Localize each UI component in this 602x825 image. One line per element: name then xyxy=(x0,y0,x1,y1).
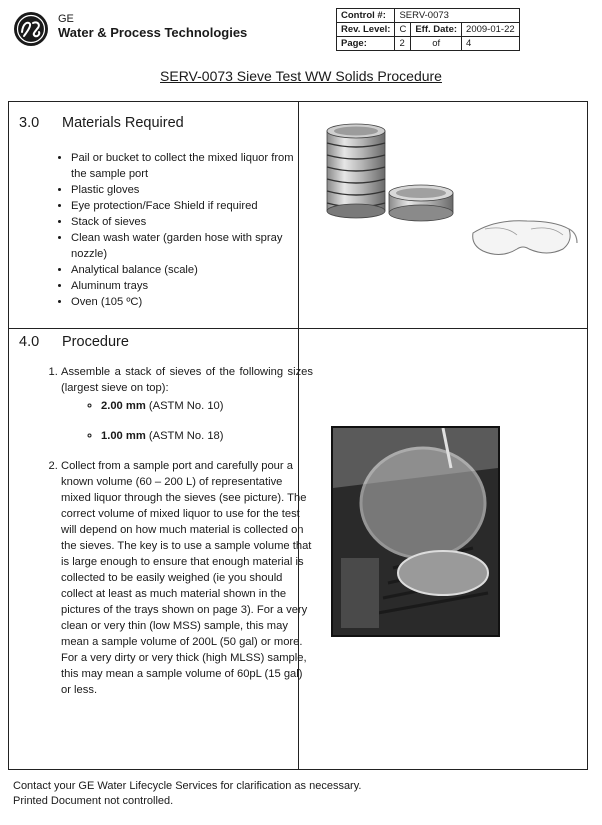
procedure-heading xyxy=(19,334,129,350)
procedure-step-2 xyxy=(61,458,313,698)
control-value: SERV-0073 xyxy=(395,9,519,23)
company-short: GE xyxy=(58,13,74,25)
list-item: • Pail or bucket to collect the mixed liquor from the sample port xyxy=(71,150,296,182)
company-division: Water & Process Technologies xyxy=(58,25,248,40)
list-item xyxy=(101,398,313,414)
step-2-text: 2. Collect from a sample port and carefully pour a known volume (60 – 200 L) of representative mixed liquor through the sieves (see picture). The correct volume of mixed liquor to use for the test will depend on how much material is collected on the sieves. The key is to use a sample volume that is large enough to ensure that enough material is collected to be easily weighed (ie you should collect at least as much material shown in the pictures of the trays shown on page 3). For a very clean or very thin (low MSS) sample, this may mean a sample volume of 200L (50 gal) or more. For a very dirty or very thick (high MLSS) sample, this may mean a sample volume of 60pL (15 gal) or less. xyxy=(61,460,312,696)
page-label: Page: xyxy=(337,37,395,51)
step-1-text: 1. Assemble a stack of sieves of the following sizes (largest sieve on top): xyxy=(61,366,313,394)
content-grid xyxy=(8,101,588,770)
page-total: 4 xyxy=(462,37,520,51)
astm-number: (ASTM No. 10) xyxy=(148,400,224,412)
materials-list xyxy=(49,150,296,310)
rev-value: C xyxy=(395,23,411,37)
list-item: • Eye protection/Face Shield if required xyxy=(71,198,296,214)
astm-number: (ASTM No. 18) xyxy=(148,430,224,442)
page-number: 2 xyxy=(395,37,411,51)
list-item: • Analytical balance (scale) xyxy=(71,262,296,278)
materials-title: Materials Required xyxy=(62,115,184,131)
page-of: of xyxy=(411,37,462,51)
footer-contact: Contact your GE Water Lifecycle Services for clarification as necessary. xyxy=(13,780,362,792)
sieve-size: 1.00 mm xyxy=(101,430,146,442)
list-item xyxy=(101,428,313,444)
list-item: • Stack of sieves xyxy=(71,214,296,230)
eff-value: 2009-01-22 xyxy=(462,23,520,37)
ge-logo-icon xyxy=(13,11,49,47)
footer-disclaimer: Printed Document not controlled. xyxy=(13,795,174,807)
sieve-stack-image xyxy=(315,121,465,231)
eff-label: Eff. Date: xyxy=(411,23,462,37)
list-item: • Aluminum trays xyxy=(71,278,296,294)
company-name xyxy=(58,12,247,40)
list-item: • Clean wash water (garden hose with spray nozzle) xyxy=(71,230,296,262)
materials-heading xyxy=(19,115,184,131)
control-table xyxy=(336,8,520,51)
document-title-wrap xyxy=(0,68,602,84)
list-item: • Oven (105 ºC) xyxy=(71,294,296,310)
procedure-steps xyxy=(39,364,313,712)
sieve-size: 2.00 mm xyxy=(101,400,146,412)
materials-number: 3.0 xyxy=(19,115,40,131)
procedure-step-1 xyxy=(61,364,313,444)
row-divider xyxy=(9,328,587,329)
procedure-number: 4.0 xyxy=(19,334,40,350)
footer xyxy=(13,779,361,809)
pouring-sample-image xyxy=(331,426,500,637)
sieve-sizes-list xyxy=(61,398,313,444)
control-label: Control #: xyxy=(337,9,395,23)
safety-goggles-image xyxy=(465,207,580,267)
procedure-title: Procedure xyxy=(62,334,129,350)
document-title: SERV-0073 Sieve Test WW Solids Procedure xyxy=(160,68,442,84)
rev-label: Rev. Level: xyxy=(337,23,395,37)
list-item: • Plastic gloves xyxy=(71,182,296,198)
